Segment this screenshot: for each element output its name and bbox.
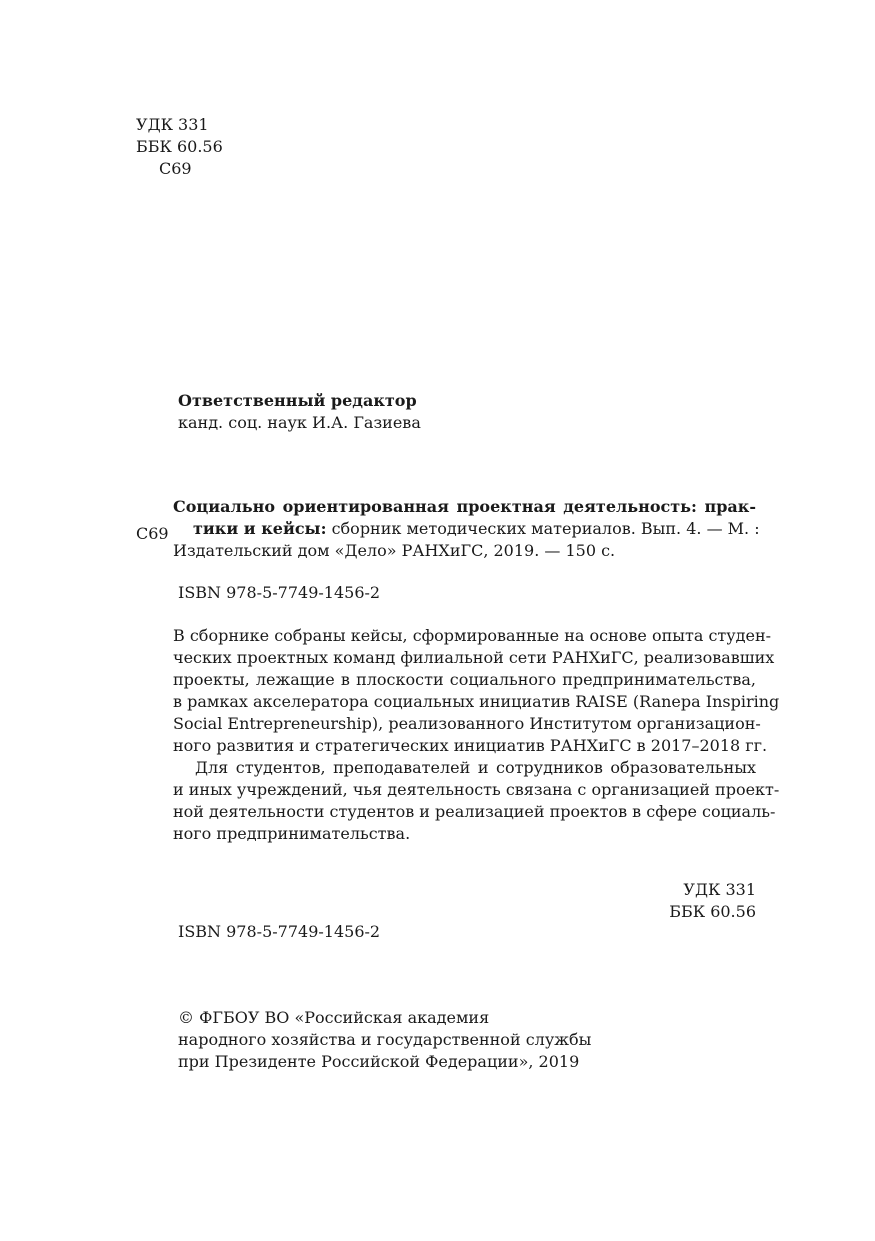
udk-code: УДК 331 (136, 115, 209, 134)
isbn-bottom: ISBN 978-5-7749-1456-2 (178, 922, 381, 941)
bibliographic-record (173, 496, 760, 562)
copyright-line: © ФГБОУ ВО «Российская академия (178, 1008, 490, 1027)
bib-title-line-1: Социально ориентированная проектная деятельность: прак- (173, 497, 756, 516)
annotation-line: ческих проектных команд филиальной сети РАНХиГС, реализовавших (173, 648, 775, 667)
bottom-classification-codes (669, 879, 756, 923)
author-code: С69 (159, 159, 192, 178)
editor-name: канд. соц. наук И.А. Газиева (178, 413, 421, 432)
annotation-line: В сборнике собраны кейсы, сформированные на основе опыта студен- (173, 626, 772, 645)
editor-title: Ответственный редактор (178, 391, 417, 410)
udk-code-bottom: УДК 331 (683, 880, 756, 899)
bbk-code: ББК 60.56 (136, 137, 223, 156)
top-classification-codes (136, 114, 223, 180)
copyright-line: при Президенте Российской Федерации», 2019 (178, 1052, 580, 1071)
copyright-line: народного хозяйства и государственной службы (178, 1030, 592, 1049)
annotation-line: Для студентов, преподавателей и сотрудников образовательных (195, 758, 756, 777)
isbn-top: ISBN 978-5-7749-1456-2 (178, 583, 381, 602)
annotation-line: ного развития и стратегических инициатив РАНХиГС в 2017–2018 гг. (173, 736, 768, 755)
annotation-line: в рамках акселератора социальных инициатив RAISE (Ranepa Inspiring (173, 692, 780, 711)
annotation-line: Social Entrepreneurship), реализованного Институтом организацион- (173, 714, 761, 733)
bib-publisher-line: Издательский дом «Дело» РАНХиГС, 2019. — 150 с. (173, 541, 616, 560)
bib-subtitle: сборник методических материалов. Вып. 4. — М. : (326, 519, 760, 538)
annotation-line: проекты, лежащие в плоскости социального предпринимательства, (173, 670, 756, 689)
bib-title-end: тики и кейсы: (193, 519, 327, 538)
annotation (173, 625, 780, 845)
annotation-line: ной деятельности студентов и реализацией проектов в сфере социаль- (173, 802, 776, 821)
annotation-line: и иных учреждений, чья деятельность связана с организацией проект- (173, 780, 780, 799)
bbk-code-bottom: ББК 60.56 (669, 902, 756, 921)
bib-title-line-2 (173, 518, 760, 540)
responsible-editor (178, 390, 421, 434)
bibliography-author-code: С69 (136, 524, 169, 543)
copyright-notice (178, 1007, 591, 1073)
annotation-line: ного предпринимательства. (173, 824, 411, 843)
